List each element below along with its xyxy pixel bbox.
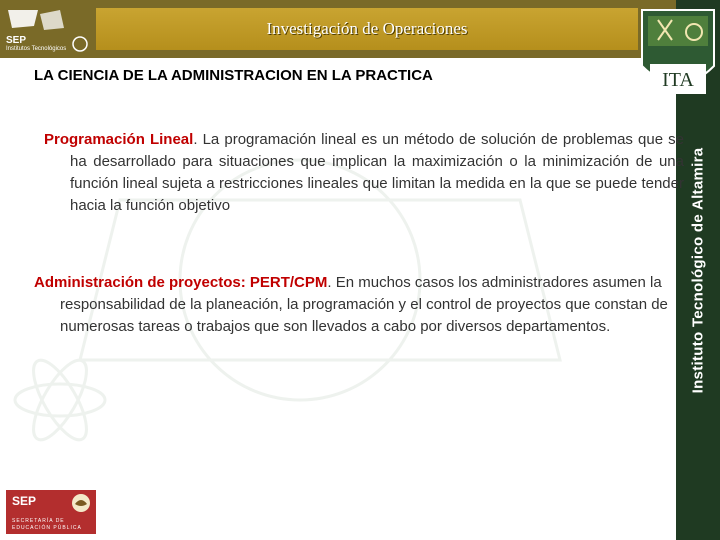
term-project-management: Administración de proyectos: PERT/CPM — [34, 274, 328, 291]
paragraph-linear-programming — [44, 129, 684, 217]
term-linear-programming: Programación Lineal — [44, 131, 194, 148]
page-title: Investigación de Operaciones — [266, 19, 468, 38]
body-linear-programming: . La programación lineal es un método de solución de problemas que se ha desarrollado para situaciones que implican la maximización o la minimización de una función lineal sujeta a restricciones lineales que limitan la medida en la que se puede tender hacia la función objetivo — [70, 131, 684, 214]
sep-footer-line1: SECRETARÍA DE — [12, 518, 65, 524]
sep-footer-logo — [6, 490, 96, 534]
header-bar — [0, 0, 720, 58]
ita-logo-text: ITA — [662, 69, 694, 91]
sep-footer-word: SEP — [12, 494, 37, 508]
ita-logo-icon — [636, 6, 720, 102]
eagle-seal-icon — [68, 492, 94, 514]
sep-subtitle: Institutos Tecnológicos — [6, 46, 67, 52]
sep-label: SEP — [6, 35, 27, 46]
sep-footer-line2: EDUCACIÓN PÚBLICA — [12, 525, 82, 531]
paragraph-project-management — [34, 272, 680, 338]
body-project-management: . En muchos casos los administradores asumen la responsabilidad de la planeación, la programación y el control de proyectos que constan de numerosas tareas o trabajos que son llevados a cabo por diversos departamentos. — [60, 274, 668, 335]
slide-subtitle: LA CIENCIA DE LA ADMINISTRACION EN LA PRACTICA — [34, 67, 433, 84]
institute-name-vertical: Instituto Tecnológico de Altamira — [689, 147, 707, 393]
